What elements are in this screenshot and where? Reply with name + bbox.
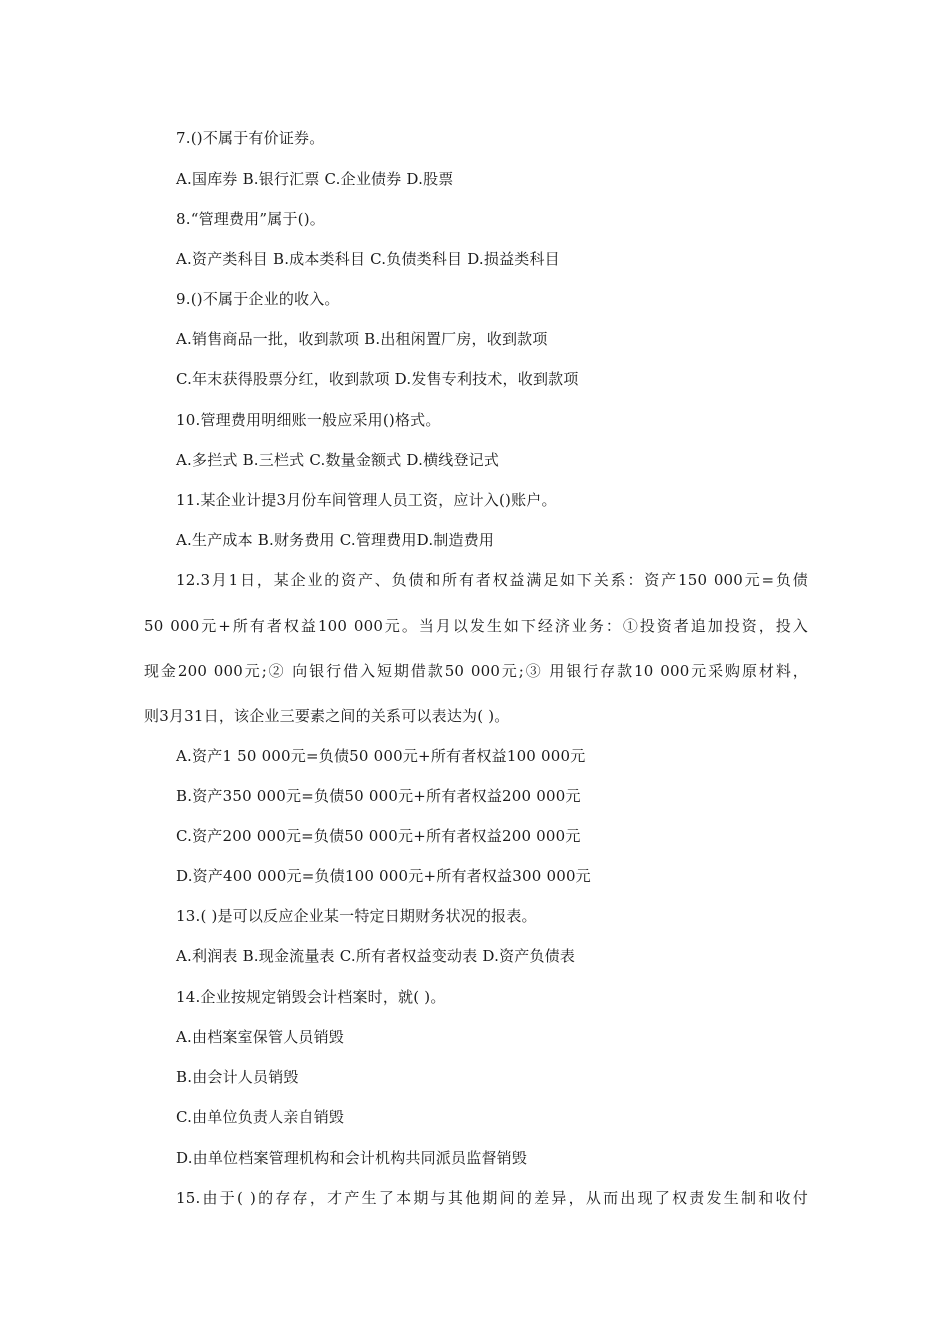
- question-9: 9.()不属于企业的收入。: [176, 290, 340, 308]
- question-12-option-b: B.资产350 000元=负债50 000元+所有者权益200 000元: [176, 787, 581, 805]
- question-7-options: A.国库券 B.银行汇票 C.企业债券 D.股票: [176, 170, 454, 188]
- question-8-options: A.资产类科目 B.成本类科目 C.负债类科目 D.损益类科目: [176, 250, 560, 268]
- question-12-line-4: 则3月31日，该企业三要素之间的关系可以表达为( )。: [144, 707, 510, 725]
- question-12-line-2: 50 000元+所有者权益100 000元。当月以发生如下经济业务：①投资者追加投资，投入: [144, 617, 808, 635]
- question-14: 14.企业按规定销毁会计档案时，就( )。: [176, 988, 446, 1006]
- question-11: 11.某企业计提3月份车间管理人员工资，应计入()账户。: [176, 491, 557, 509]
- question-13-options: A.利润表 B.现金流量表 C.所有者权益变动表 D.资产负债表: [176, 947, 576, 965]
- question-9-options-1: A.销售商品一批，收到款项 B.出租闲置厂房，收到款项: [176, 330, 548, 348]
- question-14-option-c: C.由单位负责人亲自销毁: [176, 1108, 345, 1126]
- question-12-option-a: A.资产1 50 000元=负债50 000元+所有者权益100 000元: [176, 747, 586, 765]
- question-8: 8.“管理费用”属于()。: [176, 210, 325, 228]
- question-15-line-1: 15.由于( )的存存，才产生了本期与其他期间的差异，从而出现了权责发生制和收付: [176, 1189, 808, 1207]
- question-11-options: A.生产成本 B.财务费用 C.管理费用D.制造费用: [176, 531, 495, 549]
- question-9-options-2: C.年末获得股票分红，收到款项 D.发售专利技术，收到款项: [176, 370, 579, 388]
- question-12-line-3: 现金200 000元;② 向银行借入短期借款50 000元;③ 用银行存款10 000元采购原材料，: [144, 662, 808, 680]
- question-12-line-1: 12.3月1日，某企业的资产、负债和所有者权益满足如下关系：资产150 000元=负债: [176, 571, 808, 589]
- question-10-options: A.多拦式 B.三栏式 C.数量金额式 D.横线登记式: [176, 451, 500, 469]
- question-14-option-a: A.由档案室保管人员销毁: [176, 1028, 345, 1046]
- question-12-option-c: C.资产200 000元=负债50 000元+所有者权益200 000元: [176, 827, 581, 845]
- question-14-option-b: B.由会计人员销毁: [176, 1068, 299, 1086]
- question-12-option-d: D.资产400 000元=负债100 000元+所有者权益300 000元: [176, 867, 591, 885]
- question-14-option-d: D.由单位档案管理机构和会计机构共同派员监督销毁: [176, 1149, 528, 1167]
- question-13: 13.( )是可以反应企业某一特定日期财务状况的报表。: [176, 907, 537, 925]
- question-10: 10.管理费用明细账一般应采用()格式。: [176, 411, 441, 429]
- question-7: 7.()不属于有价证券。: [176, 129, 325, 147]
